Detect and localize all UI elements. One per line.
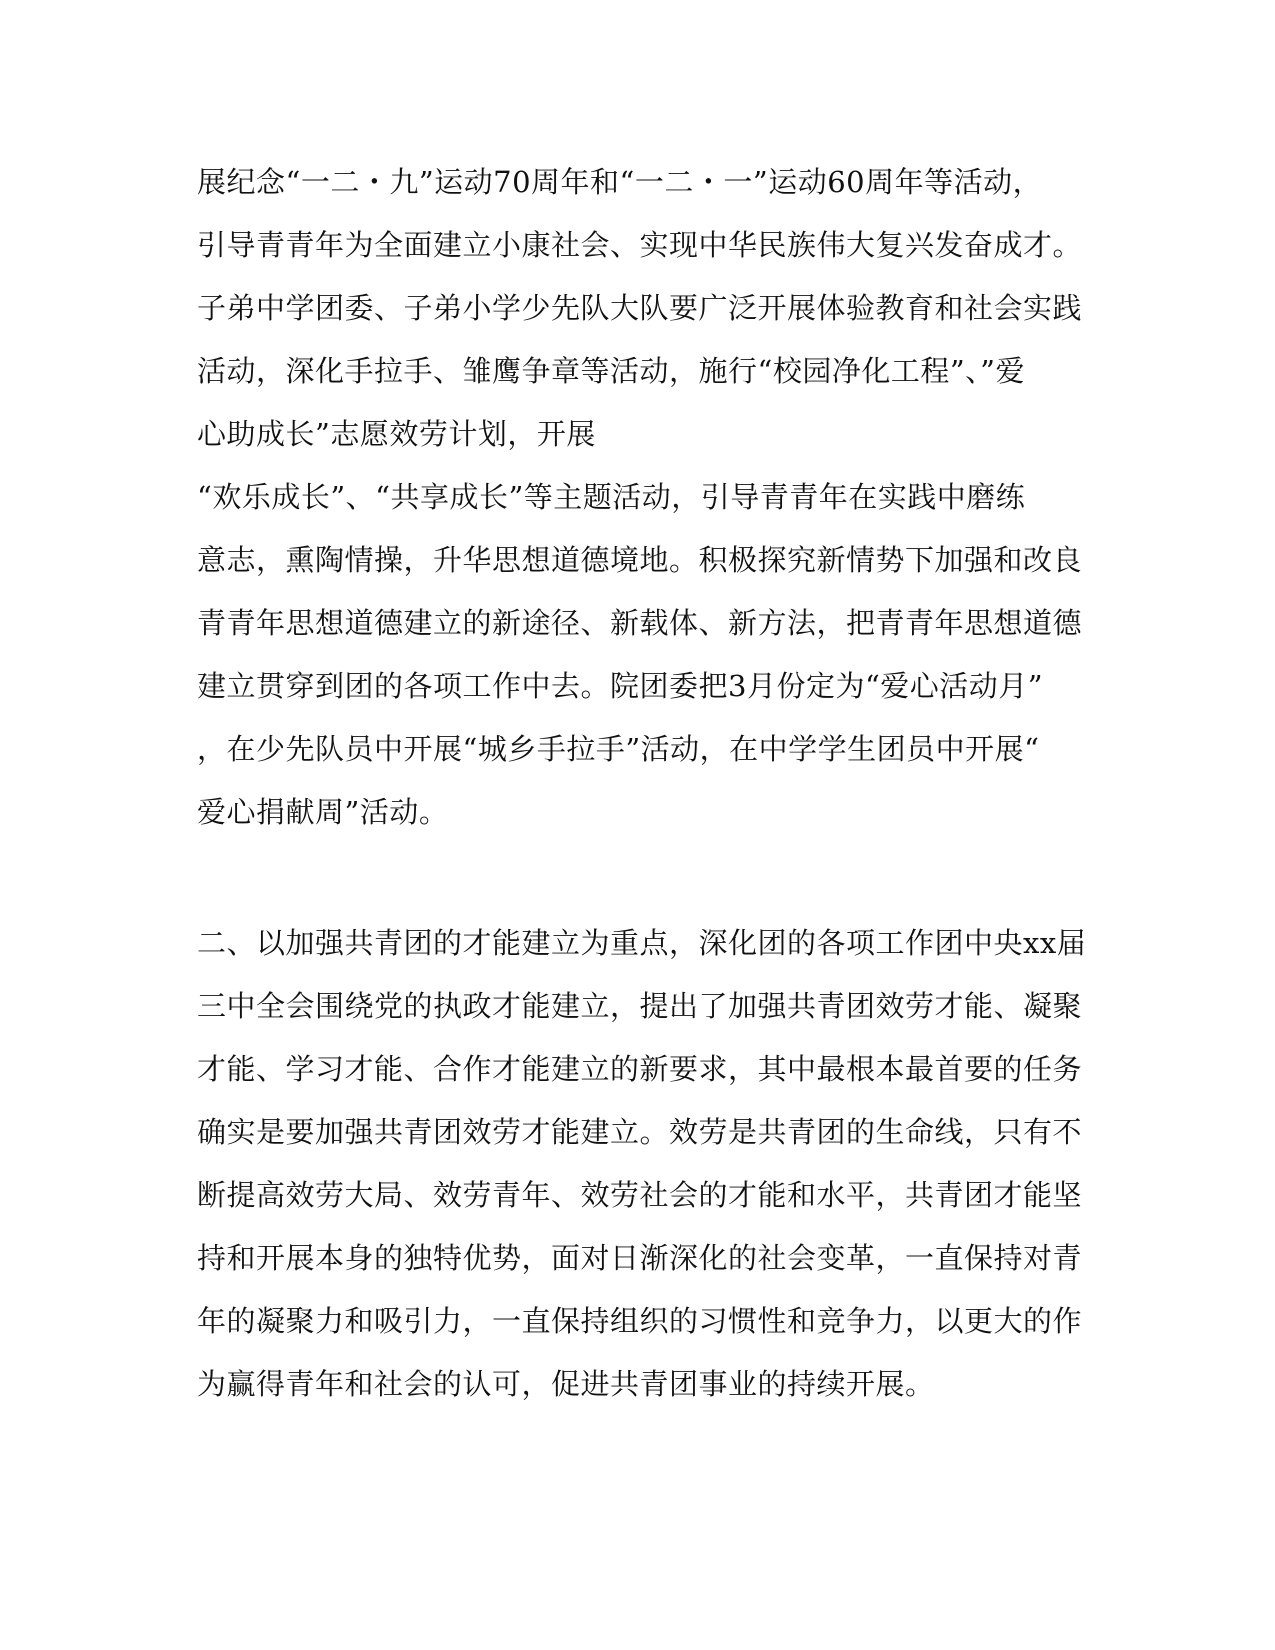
text-line: 断提高效劳大局、效劳青年、效劳社会的才能和水平，共青团才能坚: [197, 1178, 1083, 1212]
text-line: 二、以加强共青团的才能建立为重点，深化团的各项工作团中央xx届: [197, 926, 1087, 960]
text-line: “欢乐成长”、“共享成长”等主题活动，引导青青年在实践中磨练: [197, 480, 1026, 514]
text-line: 青青年思想道德建立的新途径、新载体、新方法，把青青年思想道德: [197, 606, 1083, 640]
text-line: 引导青青年为全面建立小康社会、实现中华民族伟大复兴发奋成才。: [197, 228, 1083, 262]
text-line: 年的凝聚力和吸引力，一直保持组织的习惯性和竞争力，以更大的作: [197, 1304, 1083, 1338]
text-line: 建立贯穿到团的各项工作中去。院团委把3月份定为“爱心活动月”: [197, 669, 1044, 703]
text-line: ，在少先队员中开展“城乡手拉手”活动，在中学学生团员中开展“: [197, 732, 1040, 766]
text-line: 确实是要加强共青团效劳才能建立。效劳是共青团的生命线，只有不: [197, 1115, 1083, 1149]
text-line: 展纪念“一二・九”运动70周年和“一二・一”运动60周年等活动，: [197, 165, 1043, 199]
text-line: 子弟中学团委、子弟小学少先队大队要广泛开展体验教育和社会实践: [197, 291, 1083, 325]
text-line: 持和开展本身的独特优势，面对日渐深化的社会变革，一直保持对青: [197, 1241, 1083, 1275]
text-line: 心助成长”志愿效劳计划，开展: [197, 417, 596, 451]
text-line: 三中全会围绕党的执政才能建立，提出了加强共青团效劳才能、凝聚: [197, 989, 1083, 1023]
text-line: 意志，熏陶情操，升华思想道德境地。积极探究新情势下加强和改良: [197, 543, 1083, 577]
text-line: 才能、学习才能、合作才能建立的新要求，其中最根本最首要的任务: [197, 1052, 1083, 1086]
text-line: 活动，深化手拉手、雏鹰争章等活动，施行“校园净化工程”、”爱: [197, 354, 1025, 388]
text-line: 为赢得青年和社会的认可，促进共青团事业的持续开展。: [197, 1367, 935, 1401]
text-line: 爱心捐献周”活动。: [197, 795, 449, 829]
